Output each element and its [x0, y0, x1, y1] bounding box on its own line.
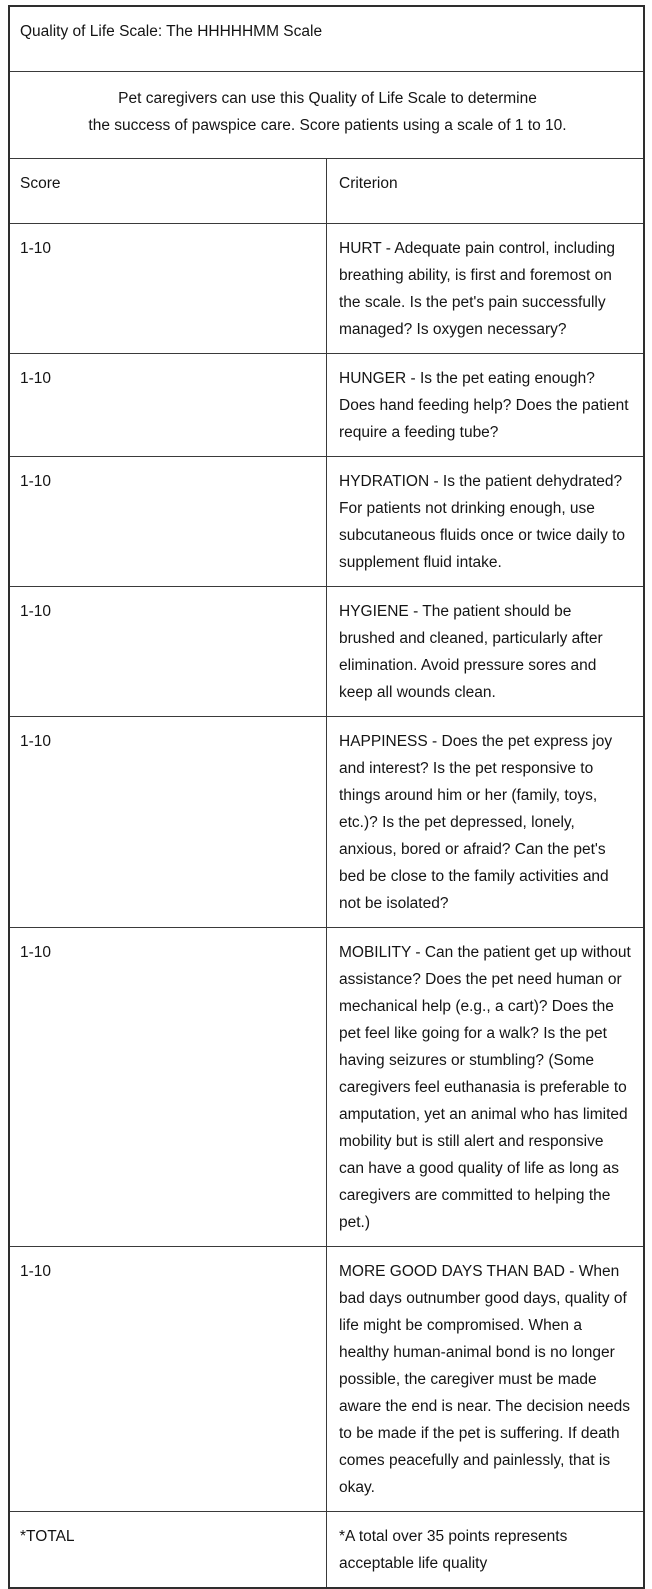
- total-note: *A total over 35 points represents acceptable life quality: [327, 1511, 645, 1588]
- criterion-cell: HYDRATION - Is the patient dehydrated? For patients not drinking enough, use subcutaneous fluids once or twice daily to supplement fluid intake.: [327, 456, 645, 586]
- score-column-header: Score: [9, 158, 327, 223]
- score-cell: 1-10: [9, 223, 327, 353]
- criterion-cell: MORE GOOD DAYS THAN BAD - When bad days outnumber good days, quality of life might be compromised. When a healthy human-animal bond is no longer possible, the caregiver must be made aware the end is near. The decision needs to be made if the pet is suffering. If death comes peacefully and painlessly, that is okay.: [327, 1246, 645, 1511]
- table-row-total: [9, 1511, 644, 1588]
- criterion-cell: MOBILITY - Can the patient get up without assistance? Does the pet need human or mechanical help (e.g., a cart)? Does the pet feel like going for a walk? Is the pet having seizures or stumbling? (Some caregivers feel euthanasia is preferable to amputation, yet an animal who has limited mobility but is still alert and responsive can have a good quality of life as long as caregivers are committed to helping the pet.): [327, 927, 645, 1246]
- criterion-column-header: Criterion: [327, 158, 645, 223]
- score-cell: 1-10: [9, 586, 327, 716]
- criterion-cell: HYGIENE - The patient should be brushed and cleaned, particularly after elimination. Avoid pressure sores and keep all wounds clean.: [327, 586, 645, 716]
- intro-text: [9, 71, 644, 158]
- score-cell: 1-10: [9, 353, 327, 456]
- quality-of-life-table: [8, 5, 645, 1589]
- table-row-more-good-days: [9, 1246, 644, 1511]
- criterion-cell: HURT - Adequate pain control, including breathing ability, is first and foremost on the scale. Is the pet's pain successfully managed? Is oxygen necessary?: [327, 223, 645, 353]
- score-cell: 1-10: [9, 1246, 327, 1511]
- criterion-cell: HAPPINESS - Does the pet express joy and interest? Is the pet responsive to things around him or her (family, toys, etc.)? Is the pet depressed, lonely, anxious, bored or afraid? Can the pet's bed be close to the family activities and not be isolated?: [327, 716, 645, 927]
- score-cell: 1-10: [9, 716, 327, 927]
- intro-line-2: the success of pawspice care. Score patients using a scale of 1 to 10.: [88, 116, 567, 134]
- criterion-cell: HUNGER - Is the pet eating enough? Does hand feeding help? Does the patient require a feeding tube?: [327, 353, 645, 456]
- table-row-happiness: [9, 716, 644, 927]
- total-label: *TOTAL: [9, 1511, 327, 1588]
- table-title: Quality of Life Scale: The HHHHHMM Scale: [9, 6, 644, 71]
- table-row-mobility: [9, 927, 644, 1246]
- table-row-hurt: [9, 223, 644, 353]
- table-row-hygiene: [9, 586, 644, 716]
- score-cell: 1-10: [9, 456, 327, 586]
- score-cell: 1-10: [9, 927, 327, 1246]
- intro-line-1: Pet caregivers can use this Quality of Life Scale to determine: [118, 89, 537, 107]
- table-row-hunger: [9, 353, 644, 456]
- table-row-hydration: [9, 456, 644, 586]
